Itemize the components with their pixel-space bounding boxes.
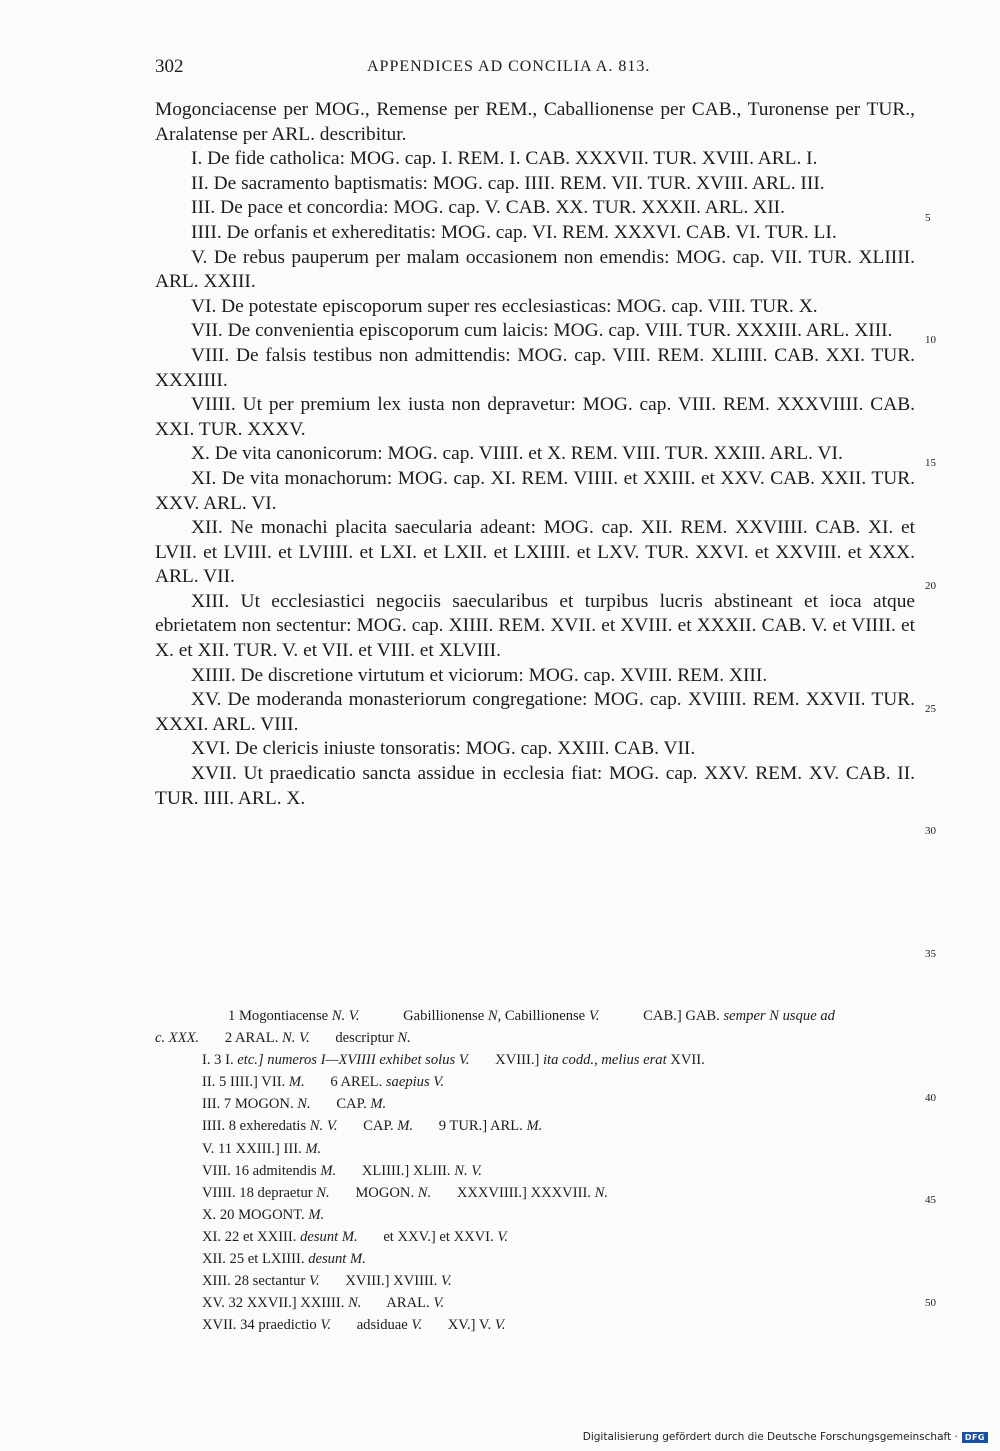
note-siglum: V.	[588, 1008, 600, 1024]
note-siglum: N,	[487, 1008, 502, 1024]
note-siglum: N.	[348, 1295, 362, 1312]
note-text: Gabillionense	[403, 1008, 485, 1024]
note-siglum: N. V.	[282, 1030, 310, 1047]
note-text: XII. 25 et LXIIII.	[202, 1251, 305, 1268]
apparatus-line	[155, 1314, 915, 1336]
note-siglum: M.	[397, 1118, 414, 1135]
apparatus-line	[155, 1226, 915, 1248]
paragraph: III. De pace et concordia: MOG. cap. V. CAB. XX. TUR. XXXII. ARL. XII.	[191, 197, 785, 219]
note-text: XV.] V.	[447, 1317, 492, 1334]
note-text: XXXVIIII.] XXXVIII.	[456, 1184, 591, 1201]
apparatus-line	[155, 1204, 915, 1226]
note-italic: desunt M.	[308, 1251, 366, 1268]
note-siglum: V.	[494, 1317, 506, 1334]
apparatus-line	[155, 1248, 915, 1270]
note-text: XVII.	[670, 1052, 705, 1069]
note-siglum: V.	[411, 1317, 423, 1334]
apparatus-line	[155, 1049, 915, 1071]
note-text: XIII. 28 sectantur	[202, 1273, 306, 1290]
digitization-credit	[583, 1431, 988, 1443]
note-siglum: V.	[497, 1228, 509, 1245]
note-siglum: N.	[417, 1184, 432, 1201]
main-text	[155, 98, 915, 811]
note-text: I. 3 I.	[202, 1052, 234, 1069]
note-siglum: V.	[309, 1273, 320, 1290]
apparatus-line	[155, 1115, 915, 1137]
apparatus-line	[155, 1027, 915, 1049]
paragraph: XIII. Ut ecclesiastici negociis saecularibus et turpibus lucris abstineant et ioca atque ebrietatem non sectentur: MOG. cap. XIIII. REM. XVII. et XVIII. et XXXII. CAB. V. et VIIII. et X. et XII. TUR. V. et VII. et VIII. et XLVIII.	[155, 590, 915, 662]
paragraph: XII. Ne monachi placita saecularia adeant: MOG. cap. XII. REM. XXVIIII. CAB. XI. et LVII. et LVIII. et LVIIII. et LXI. et LXII. et LXIIII. et LXV. TUR. XXVI. et XXVIII. et XXX. ARL. VII.	[155, 517, 915, 588]
running-head: APPENDICES AD CONCILIA A. 813.	[367, 58, 651, 75]
page-number: 302	[155, 56, 184, 77]
note-text: VIIII. 18 depraetur	[202, 1184, 313, 1201]
apparatus-line	[155, 1005, 915, 1027]
apparatus-line	[155, 1160, 915, 1182]
paragraph: V. De rebus pauperum per malam occasionem non emendis: MOG. cap. VII. TUR. XLIIII. ARL. XXIII.	[155, 246, 915, 293]
paragraph: VI. De potestate episcoporum super res ecclesiasticas: MOG. cap. VIII. TUR. X.	[191, 295, 818, 317]
note-text: MOGON.	[355, 1184, 415, 1201]
paragraph: XV. De moderanda monasteriorum congregatione: MOG. cap. XVIIII. REM. XXVII. TUR. XXXI. ARL. VIII.	[155, 689, 915, 735]
note-text: VIII. 16 admitendis	[202, 1162, 317, 1179]
line-number: 35	[925, 948, 936, 960]
note-italic: semper N usque ad	[723, 1008, 835, 1024]
note-text: XVIII.]	[495, 1052, 540, 1069]
note-siglum: V.	[433, 1295, 445, 1312]
note-italic: ita codd., melius erat	[543, 1052, 667, 1069]
note-text: XVIII.] XVIIII.	[345, 1273, 438, 1290]
line-number: 40	[925, 1092, 936, 1104]
note-siglum: N. V.	[454, 1162, 482, 1179]
apparatus-line	[155, 1292, 915, 1314]
note-siglum: V.	[320, 1317, 332, 1334]
note-text: II. 5 IIII.] VII.	[202, 1074, 286, 1091]
paragraph: II. De sacramento baptismatis: MOG. cap. IIII. REM. VII. TUR. XVIII. ARL. III.	[191, 172, 825, 194]
note-text: ARAL.	[386, 1295, 430, 1312]
note-text: III. 7 MOGON.	[202, 1096, 294, 1113]
note-siglum: N.	[297, 1096, 311, 1113]
note-text: CAP.	[363, 1118, 394, 1135]
note-text: et XXV.] et XXVI.	[383, 1228, 494, 1245]
apparatus-line	[155, 1182, 915, 1204]
note-siglum: M.	[370, 1096, 387, 1113]
credit-text: Digitalisierung gefördert durch die Deutsche Forschungsgemeinschaft ·	[582, 1431, 958, 1443]
line-number: 25	[925, 703, 936, 715]
paragraph: X. De vita canonicorum: MOG. cap. VIIII. et X. REM. VIII. TUR. XXIII. ARL. VI.	[191, 443, 843, 465]
note-text: XLIIII.] XLIII.	[361, 1162, 451, 1179]
note-siglum: V.	[440, 1273, 452, 1290]
apparatus-line	[155, 1071, 915, 1093]
note-siglum: M.	[308, 1206, 325, 1223]
line-number: 10	[925, 334, 936, 346]
dfg-logo: DFG	[962, 1432, 988, 1443]
paragraph: XVI. De clericis iniuste tonsoratis: MOG. cap. XXIII. CAB. VII.	[191, 738, 696, 760]
line-number: 5	[925, 212, 931, 224]
note-text: Cabillionense	[504, 1008, 586, 1024]
note-siglum: N. V.	[331, 1008, 360, 1024]
line-number: 15	[925, 457, 936, 469]
line-number: 45	[925, 1194, 936, 1206]
note-text: 1 Mogontiacense	[228, 1008, 329, 1024]
note-siglum: N. V.	[309, 1118, 338, 1135]
note-text: X. 20 MOGONT.	[202, 1206, 305, 1223]
note-text: IIII. 8 exheredatis	[202, 1118, 307, 1135]
line-number: 50	[925, 1297, 936, 1309]
apparatus-line	[155, 1093, 915, 1115]
note-text: XI. 22 et XXIII.	[202, 1228, 297, 1245]
note-text: XVII. 34 praedictio	[202, 1317, 317, 1334]
critical-apparatus	[155, 1005, 915, 1336]
note-text: 9 TUR.] ARL.	[438, 1118, 523, 1135]
paragraph: XVII. Ut praedicatio sancta assidue in ecclesia fiat: MOG. cap. XXV. REM. XV. CAB. II. TUR. IIII. ARL. X.	[155, 763, 915, 809]
line-number: 20	[925, 580, 936, 592]
paragraph: VII. De convenientia episcoporum cum laicis: MOG. cap. VIII. TUR. XXXIII. ARL. XIII.	[191, 320, 893, 342]
note-siglum: M.	[320, 1162, 337, 1179]
note-text: adsiduae	[356, 1317, 408, 1334]
note-text: 6 AREL.	[330, 1074, 383, 1091]
paragraph: XIIII. De discretione virtutum et viciorum: MOG. cap. XVIII. REM. XIII.	[191, 664, 768, 686]
note-text: 2 ARAL.	[224, 1030, 279, 1047]
paragraph: VIII. De falsis testibus non admittendis: MOG. cap. VIII. REM. XLIIII. CAB. XXI. TUR. XXXIIII.	[155, 344, 915, 391]
note-siglum: M.	[526, 1118, 543, 1135]
paragraph: XI. De vita monachorum: MOG. cap. XI. REM. VIIII. et XXIII. et XXV. CAB. XXII. TUR. XXV. ARL. VI.	[155, 467, 915, 514]
note-text: V. 11 XXIII.] III.	[202, 1140, 302, 1157]
note-text: CAB.] GAB.	[643, 1008, 720, 1024]
paragraph: VIIII. Ut per premium lex iusta non depravetur: MOG. cap. VIII. REM. XXXVIIII. CAB. XXI. TUR. XXXV.	[155, 394, 915, 440]
line-number: 30	[925, 825, 936, 837]
note-italic: saepius V.	[385, 1074, 444, 1091]
note-italic: c. XXX.	[155, 1030, 200, 1047]
paragraph: I. De fide catholica: MOG. cap. I. REM. I. CAB. XXXVII. TUR. XVIII. ARL. I.	[191, 148, 818, 170]
note-siglum: N.	[316, 1184, 330, 1201]
note-siglum: M.	[288, 1074, 305, 1091]
note-siglum: M.	[305, 1140, 322, 1157]
apparatus-line	[155, 1270, 915, 1292]
apparatus-line	[155, 1138, 915, 1160]
note-italic: etc.] numeros I—XVIIII exhibet solus V.	[237, 1052, 470, 1069]
note-siglum: N.	[594, 1184, 608, 1201]
note-siglum: N.	[397, 1030, 411, 1047]
note-text: XV. 32 XXVII.] XXIIII.	[202, 1295, 345, 1312]
paragraph: IIII. De orfanis et exhereditatis: MOG. cap. VI. REM. XXXVI. CAB. VI. TUR. LI.	[191, 221, 837, 243]
note-text: CAP.	[336, 1096, 367, 1113]
note-italic: desunt M.	[300, 1228, 358, 1245]
note-text: descriptur	[335, 1030, 394, 1047]
paragraph: Mogonciacense per MOG., Remense per REM., Caballionense per CAB., Turonense per TUR., Aralatense per ARL. describitur.	[155, 99, 915, 145]
